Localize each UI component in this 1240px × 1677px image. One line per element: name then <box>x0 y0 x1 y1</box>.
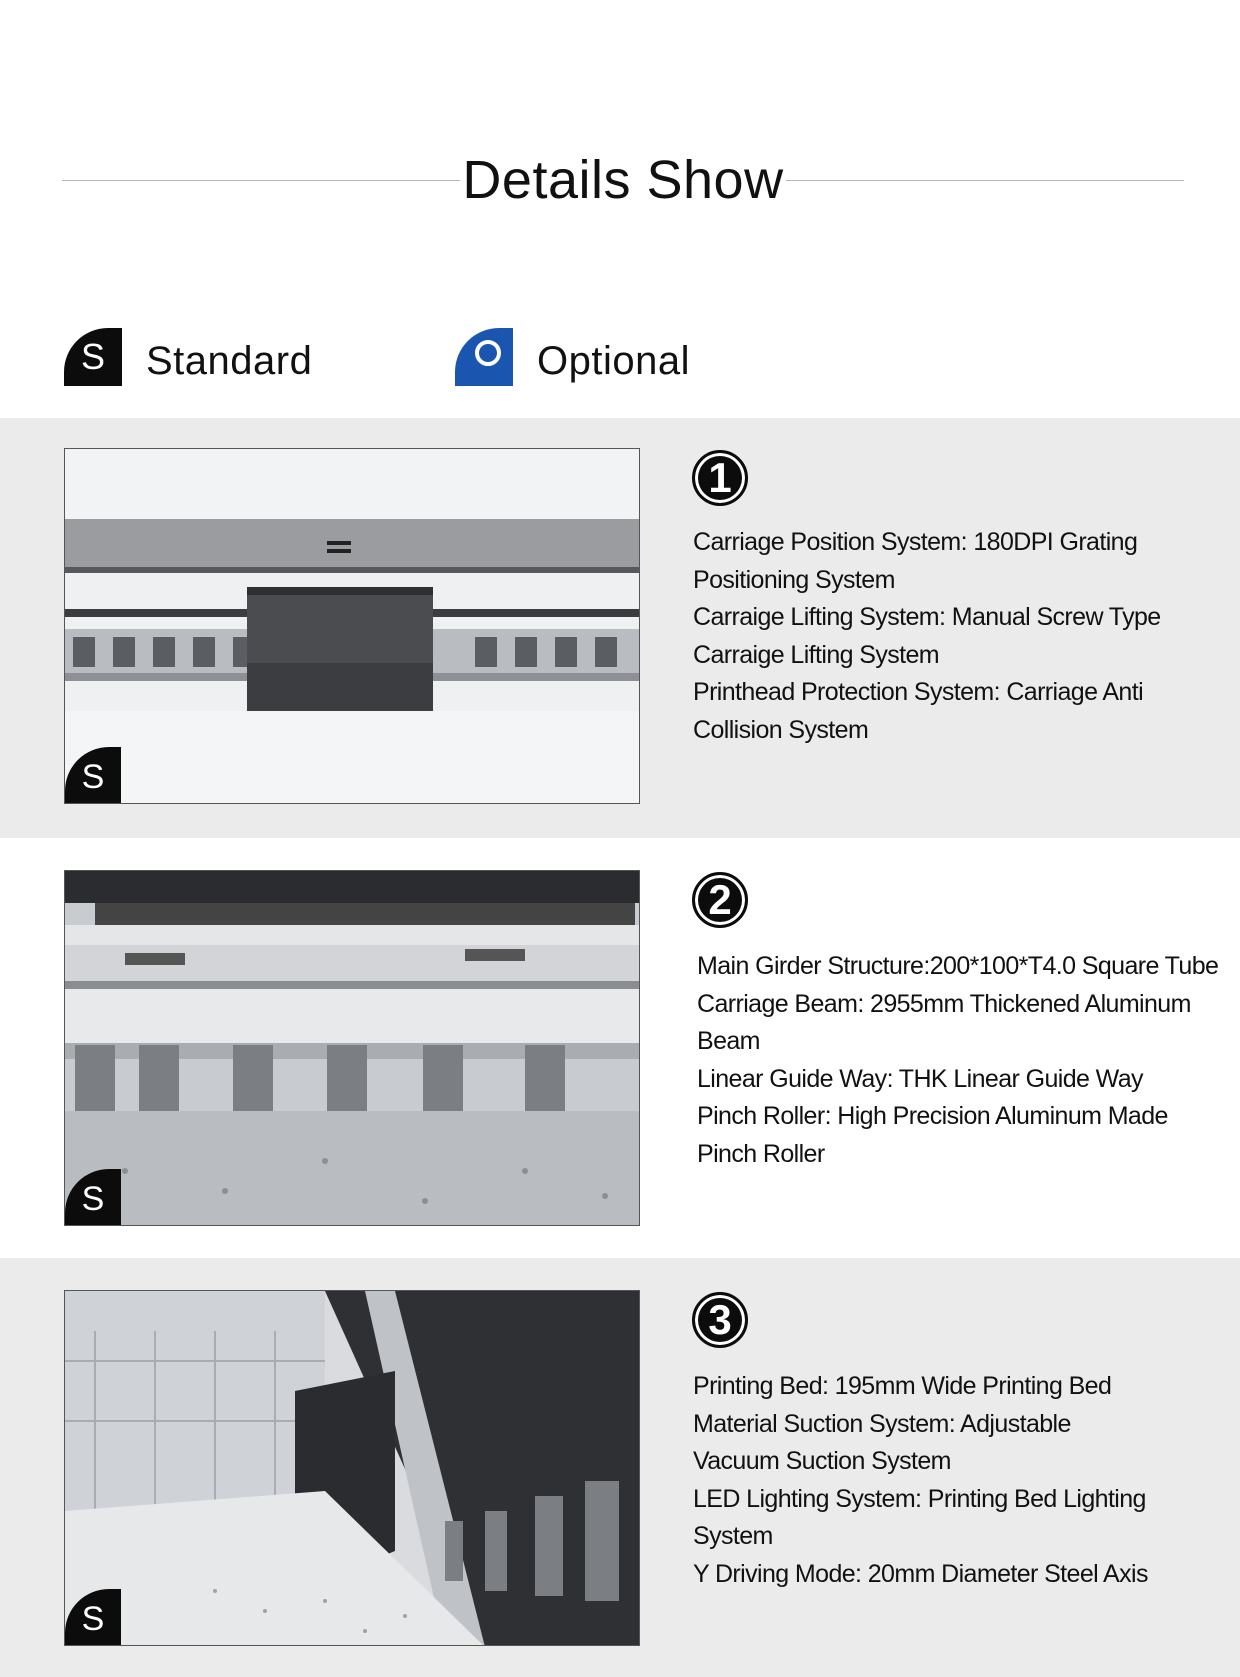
spec-line: Carraige Lifting System: Manual Screw Type <box>693 603 1161 631</box>
spec-line: Vacuum Suction System <box>693 1447 951 1475</box>
standard-badge-icon: S <box>65 1169 121 1225</box>
detail-section-3 <box>0 1258 1240 1677</box>
legend-optional-label: Optional <box>537 339 690 383</box>
printing-bed-illustration <box>65 1291 640 1646</box>
girder-photo <box>64 870 640 1226</box>
title-block <box>62 150 1184 210</box>
spec-line: Linear Guide Way: THK Linear Guide Way <box>697 1064 1143 1093</box>
section-2-specs <box>697 948 1237 1173</box>
detail-section-1 <box>0 418 1240 838</box>
standard-badge-icon: S <box>64 328 122 386</box>
spec-line: Pinch Roller: High Precision Aluminum Made <box>697 1102 1168 1130</box>
legend-standard-label: Standard <box>146 339 313 383</box>
title-divider-right <box>786 180 1184 181</box>
standard-badge-icon: S <box>65 747 121 803</box>
carriage-photo <box>64 448 640 804</box>
page-title: Details Show <box>462 150 784 210</box>
section-number-1: 1 <box>692 450 748 506</box>
detail-section-2 <box>0 838 1240 1258</box>
spec-line: Material Suction System: Adjustable <box>693 1409 1071 1438</box>
page-header <box>0 0 1240 418</box>
spec-line: Main Girder Structure:200*100*T4.0 Square Tube <box>697 952 1219 980</box>
spec-line: Y Driving Mode: 20mm Diameter Steel Axis <box>693 1559 1148 1588</box>
spec-line: Positioning System <box>693 565 895 594</box>
spec-line: Printing Bed: 195mm Wide Printing Bed <box>693 1372 1112 1400</box>
spec-line: Printhead Protection System: Carriage Anti <box>693 678 1144 706</box>
spec-line: Carriage Position System: 180DPI Grating <box>693 528 1138 556</box>
carriage-illustration <box>65 449 640 804</box>
section-1-specs <box>693 524 1233 749</box>
girder-illustration <box>65 871 640 1226</box>
section-number-2: 2 <box>692 872 748 928</box>
spec-line: Beam <box>697 1027 760 1055</box>
spec-line: Carriage Beam: 2955mm Thickened Aluminum <box>697 989 1191 1018</box>
spec-line: LED Lighting System: Printing Bed Lighting <box>693 1484 1146 1513</box>
printing-bed-photo <box>64 1290 640 1646</box>
section-number-3: 3 <box>692 1292 748 1348</box>
spec-line: System <box>693 1522 773 1550</box>
standard-badge-icon: S <box>65 1589 121 1645</box>
spec-line: Pinch Roller <box>697 1139 825 1168</box>
section-3-specs <box>693 1368 1233 1593</box>
spec-line: Carraige Lifting System <box>693 640 940 669</box>
optional-badge-icon <box>455 328 513 386</box>
spec-line: Collision System <box>693 715 869 744</box>
